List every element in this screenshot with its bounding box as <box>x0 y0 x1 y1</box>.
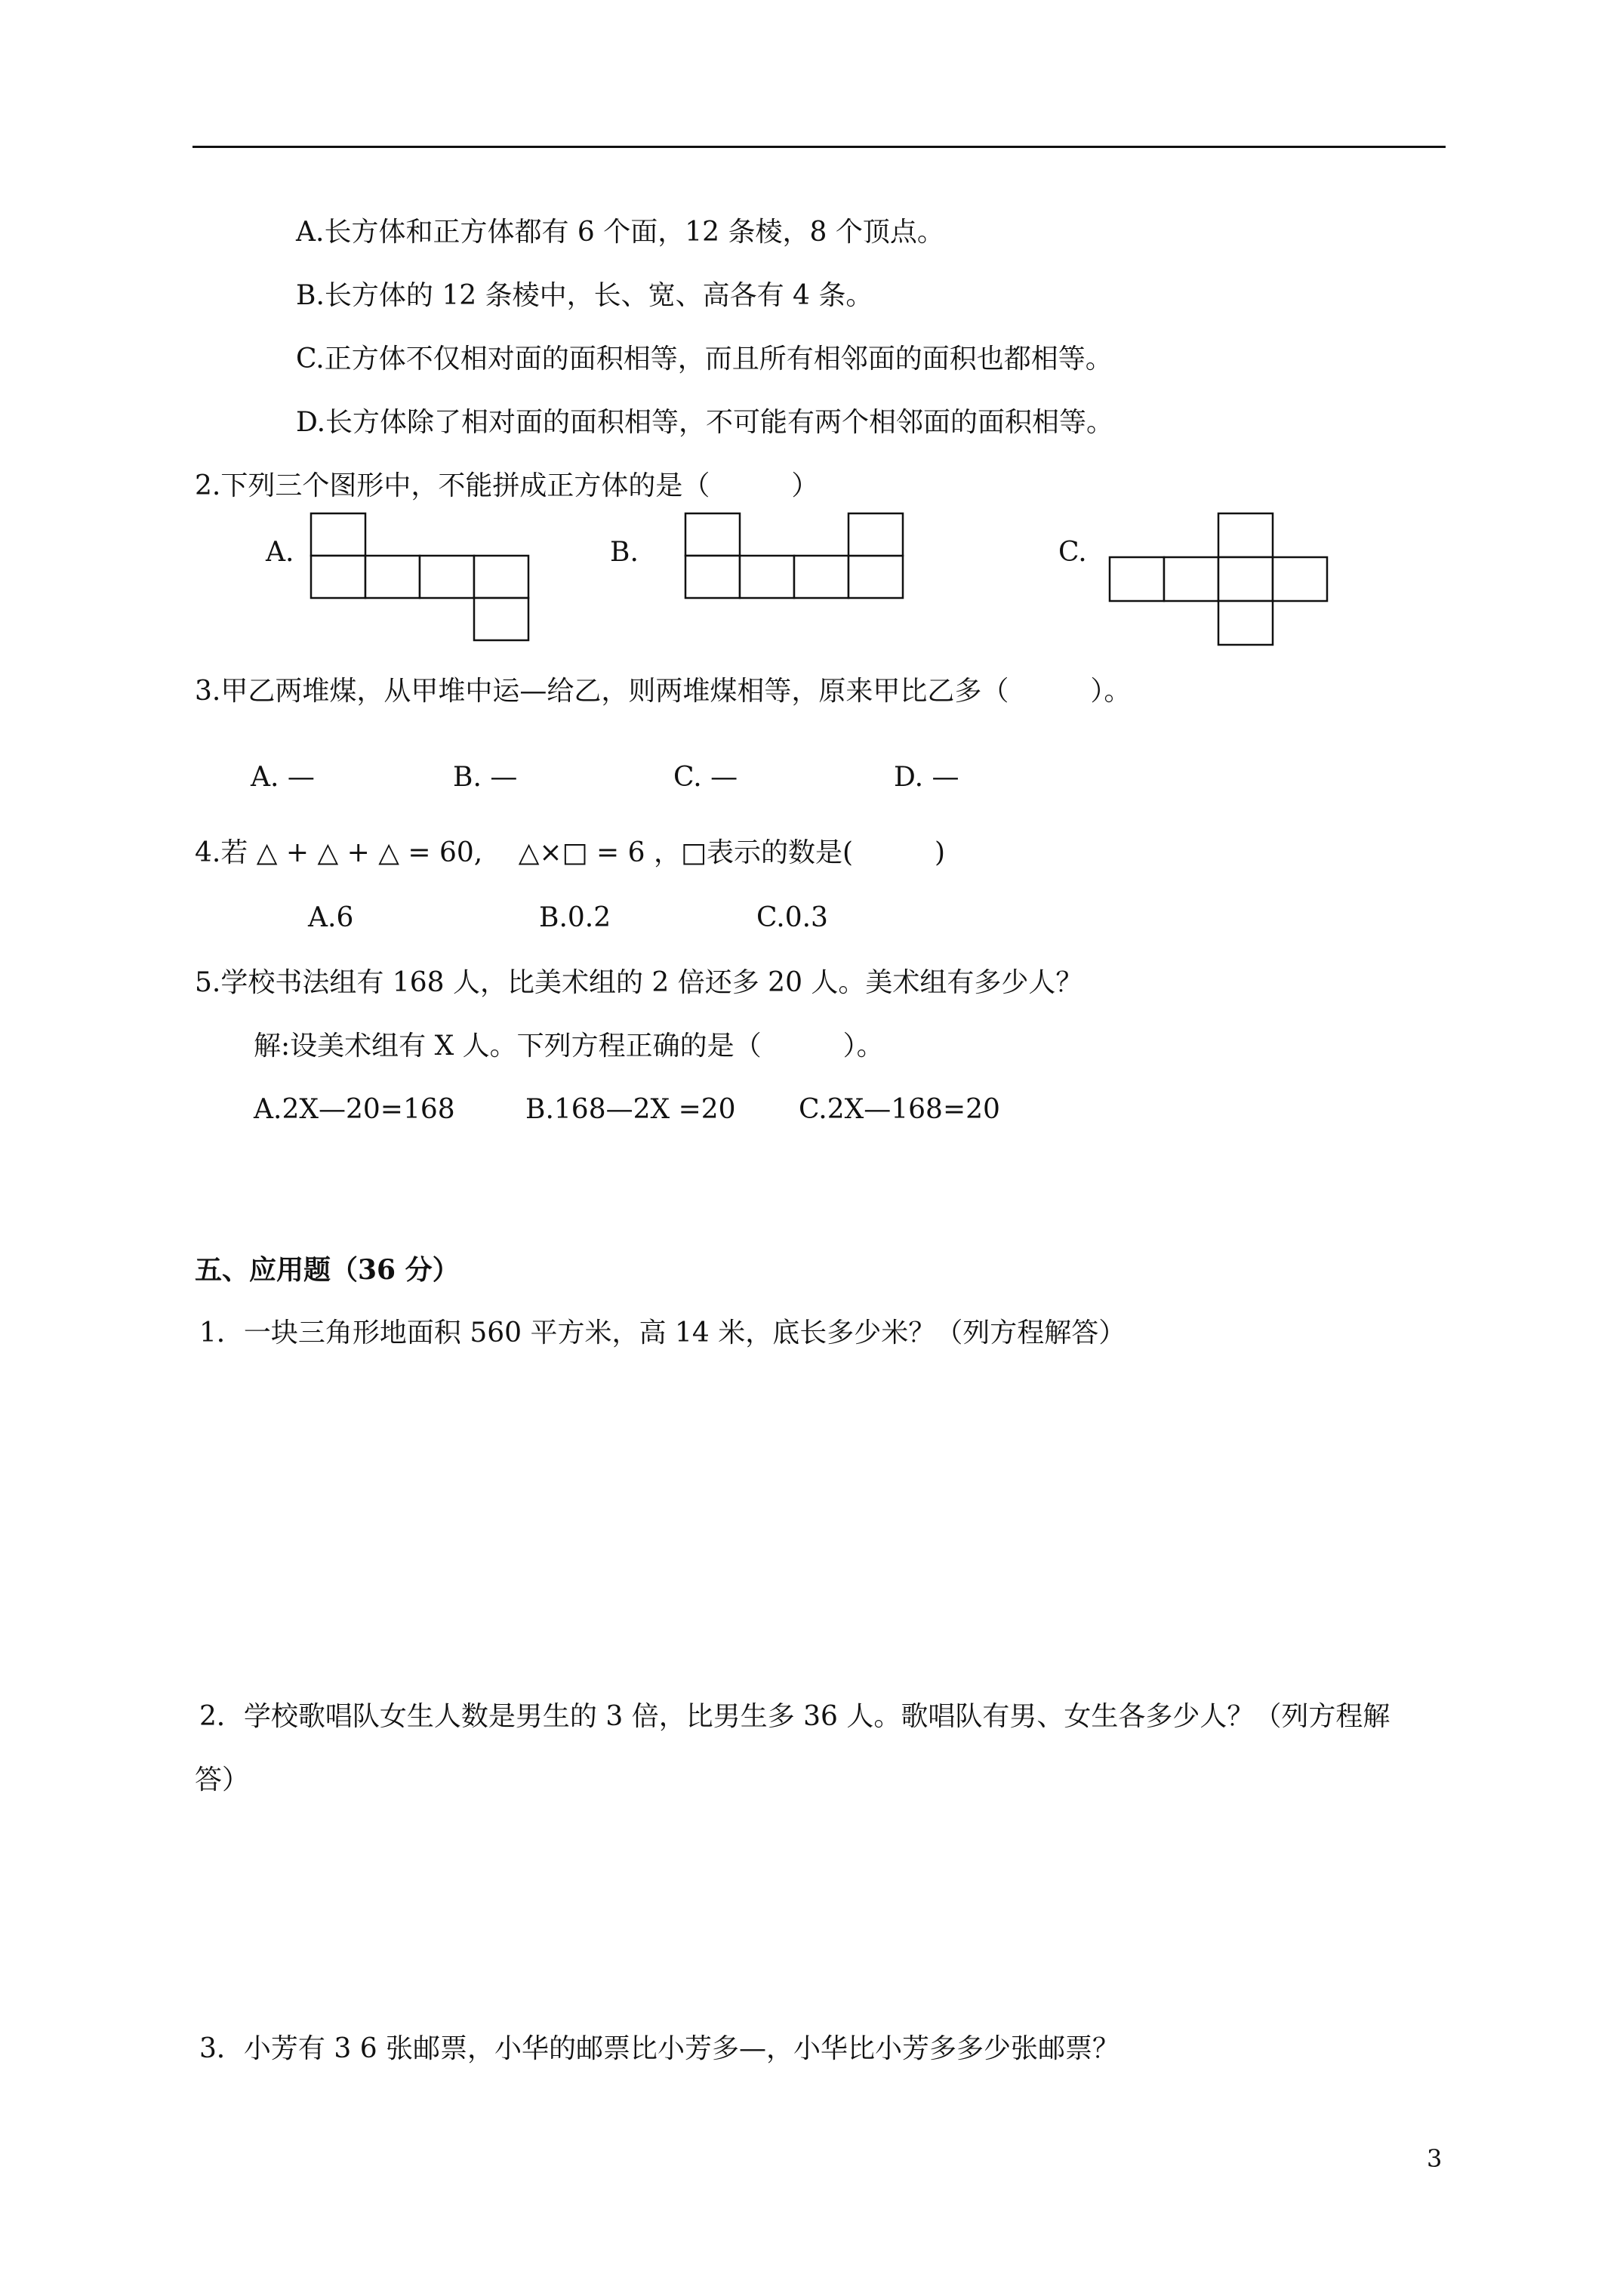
q2-question: 2.下列三个图形中，不能拼成正方体的是（ ） <box>195 470 819 501</box>
q5-question: 5.学校书法组有 168 人，比美术组的 2 倍还多 20 人。美术组有多少人？ <box>195 967 1083 998</box>
q4-question: 4.若 △ + △ + △ = 60, △×□ = 6 ，□表示的数是( ) <box>195 837 946 868</box>
q3-option-d: D. — <box>894 762 959 793</box>
q1-option-c: C.正方体不仅相对面的面积相等，而且所有相邻面的面积也都相等。 <box>296 344 1113 374</box>
q3-question: 3.甲乙两堆煤，从甲堆中运—给乙，则两堆煤相等，原来甲比乙多（ ）。 <box>195 676 1132 707</box>
cube-net-b <box>684 512 907 601</box>
q4-option-a: A.6 <box>308 902 354 933</box>
header-rule <box>192 146 1446 148</box>
page-number: 3 <box>1427 2144 1443 2173</box>
problem-1: 1．一块三角形地面积 560 平方米，高 14 米，底长多少米？（列方程解答） <box>199 1318 1126 1348</box>
q3-option-b: B. — <box>453 762 518 793</box>
cube-net-a <box>310 512 533 642</box>
problem-2: 2．学校歌唱队女生人数是男生的 3 倍，比男生多 36 人。歌唱队有男、女生各多少人？（列方程解 <box>199 1701 1390 1732</box>
q3-option-c: C. — <box>673 762 738 793</box>
q1-option-b: B.长方体的 12 条棱中，长、宽、高各有 4 条。 <box>296 280 873 311</box>
q1-option-d: D.长方体除了相对面的面积相等，不可能有两个相邻面的面积相等。 <box>296 407 1114 438</box>
problem-3: 3．小芳有 3 6 张邮票，小华的邮票比小芳多—，小华比小芳多多少张邮票？ <box>199 2033 1120 2064</box>
q5-option-a: A.2X—20=168 <box>254 1094 455 1125</box>
q2-label-c: C. <box>1058 537 1087 568</box>
q4-option-c: C.0.3 <box>756 902 828 933</box>
q2-label-b: B. <box>610 537 639 568</box>
q3-option-a: A. — <box>251 762 315 793</box>
q1-option-a: A.长方体和正方体都有 6 个面，12 条棱，8 个顶点。 <box>296 217 944 248</box>
q4-option-b: B.0.2 <box>539 902 611 933</box>
q5-option-b: B.168—2X =20 <box>525 1094 736 1125</box>
cube-net-c <box>1107 512 1333 645</box>
problem-2-continuation: 答） <box>195 1764 250 1795</box>
q2-label-a: A. <box>266 537 294 568</box>
q5-hint: 解:设美术组有 X 人。下列方程正确的是（ ）。 <box>254 1031 884 1062</box>
q5-option-c: C.2X—168=20 <box>799 1094 1000 1125</box>
section-title: 五、应用题（36 分） <box>195 1254 460 1286</box>
